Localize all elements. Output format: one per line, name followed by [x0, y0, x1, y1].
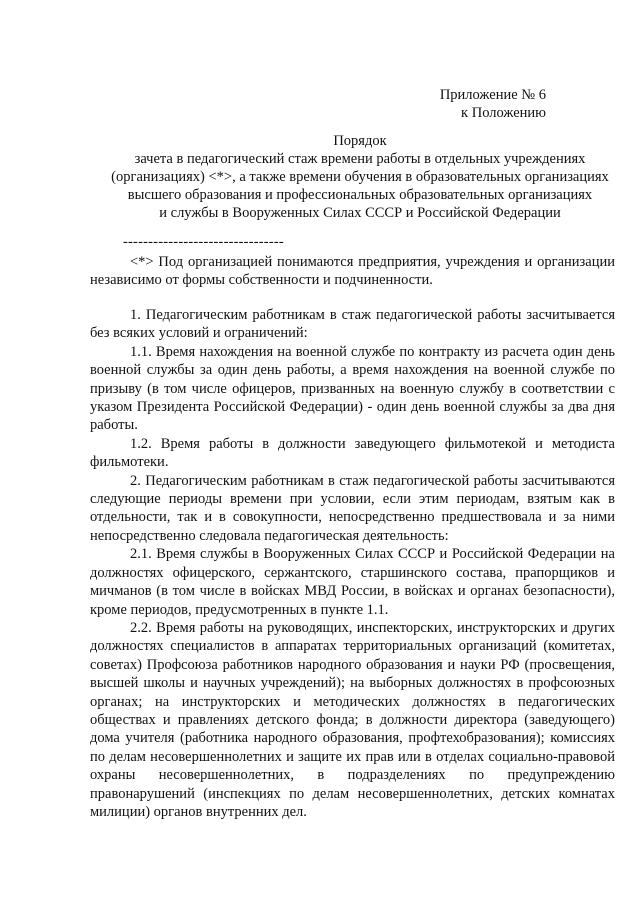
document-body	[90, 306, 615, 821]
appendix-number: Приложение № 6	[439, 87, 546, 103]
footnote	[90, 253, 615, 290]
paragraph-2-2: 2.2. Время работы на руководящих, инспекторских, инструкторских и других должностях специалистов в аппаратах территориальных организаций (комитетах, советах) Профсоюза работников народного образования и науки РФ (просвещения, высшей школы и научных учреждений); на выборных должностях в профсоюзных органах; на инструкторских и методических должностях в педагогических обществах и правлениях детского фонда; в должности директора (заведующего) дома учителя (работника народного образования, профтехобразования); комиссиях по делам несовершеннолетних и защите их прав или в отделах социально-правовой охраны несовершеннолетних, в подразделениях по предупреждению правонарушений (инспекциях по делам несовершеннолетних, детских комнатах милиции) органов внутренних дел.	[90, 619, 615, 820]
footnote-text: <*> Под организацией понимаются предприятия, учреждения и организации независимо от формы собственности и подчиненности.	[90, 254, 615, 289]
appendix-regulation: к Положению	[461, 105, 546, 121]
title-heading: Порядок	[333, 133, 387, 149]
paragraph-1: 1. Педагогическим работникам в стаж педагогической работы засчитывается без всяких условий и ограничений:	[90, 307, 615, 342]
appendix-reference	[440, 86, 546, 122]
document-title	[80, 132, 640, 222]
paragraph-1-2: 1.2. Время работы в должности заведующего фильмотекой и методиста фильмотеки.	[90, 435, 615, 471]
paragraph-2: 2. Педагогическим работникам в стаж педагогической работы засчитываются следующие периоды времени при условии, если этим периодам, взятым как в отдельности, так и в совокупности, непосредственно предшествовала и за ними непосредственно следовала педагогическая деятельность:	[90, 472, 615, 544]
title-line-2: (организациях) <*>, а также времени обучения в образовательных организациях	[111, 169, 609, 185]
title-line-3: высшего образования и профессиональных образовательных организациях	[127, 187, 593, 203]
title-line-4: и службы в Вооруженных Силах СССР и Российской Федерации	[159, 205, 561, 221]
paragraph-2-1: 2.1. Время службы в Вооруженных Силах СССР и Российской Федерации на должностях офицерского, сержантского, старшинского состава, прапорщиков и мичманов (в том числе в войсках МВД России, в войсках и органах безопасности), кроме периодов, предусмотренных в пункте 1.1.	[90, 546, 615, 618]
footnote-separator: --------------------------------	[123, 234, 284, 250]
title-line-1: зачета в педагогический стаж времени работы в отдельных учреждениях	[134, 151, 586, 167]
paragraph-1-1: 1.1. Время нахождения на военной службе по контракту из расчета один день военной службы за один день работы, а время нахождения на военной службе по призыву (в том числе офицеров, призванных на военную службу в соответствии с указом Президента Российской Федерации) - один день военной службы за два дня работы.	[90, 343, 615, 434]
